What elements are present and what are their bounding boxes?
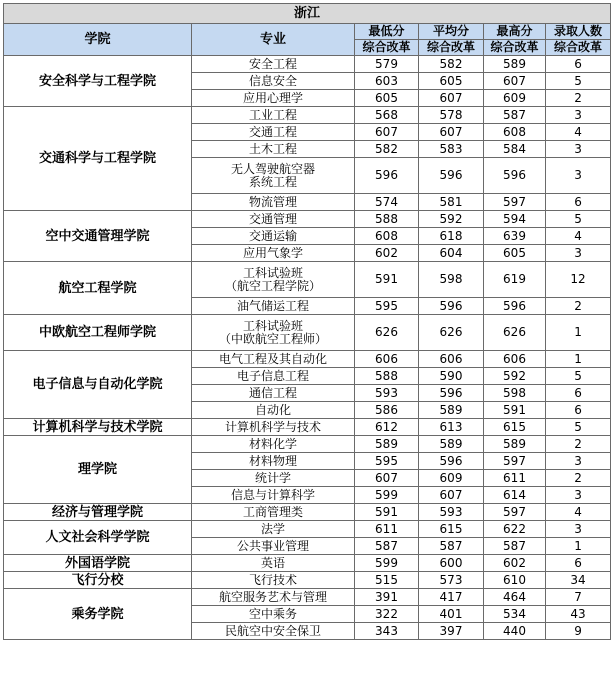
avg-score-cell: 626 [419, 315, 484, 351]
avg-score-cell: 613 [419, 419, 484, 436]
min-score-cell: 568 [355, 107, 419, 124]
max-score-cell: 606 [484, 351, 546, 368]
max-score-cell: 534 [484, 606, 546, 623]
min-score-cell: 626 [355, 315, 419, 351]
admit-count-cell: 3 [546, 487, 611, 504]
major-cell: 空中乘务 [192, 606, 355, 623]
max-score-cell: 626 [484, 315, 546, 351]
admit-count-cell: 9 [546, 623, 611, 640]
admit-count-cell: 4 [546, 124, 611, 141]
min-score-cell: 591 [355, 262, 419, 298]
major-cell: 无人驾驶航空器 系统工程 [192, 158, 355, 194]
max-score-cell: 605 [484, 245, 546, 262]
avg-score-cell: 582 [419, 56, 484, 73]
header-major: 专业 [192, 24, 355, 56]
college-cell: 经济与管理学院 [4, 504, 192, 521]
admit-count-cell: 6 [546, 555, 611, 572]
avg-score-cell: 604 [419, 245, 484, 262]
avg-score-cell: 607 [419, 90, 484, 107]
avg-score-cell: 417 [419, 589, 484, 606]
header-sub-min: 综合改革 [355, 40, 419, 56]
college-cell: 飞行分校 [4, 572, 192, 589]
avg-score-cell: 578 [419, 107, 484, 124]
min-score-cell: 322 [355, 606, 419, 623]
max-score-cell: 619 [484, 262, 546, 298]
table-row [4, 589, 611, 606]
avg-score-cell: 615 [419, 521, 484, 538]
min-score-cell: 608 [355, 228, 419, 245]
min-score-cell: 582 [355, 141, 419, 158]
max-score-cell: 607 [484, 73, 546, 90]
major-cell: 计算机科学与技术 [192, 419, 355, 436]
min-score-cell: 602 [355, 245, 419, 262]
avg-score-cell: 592 [419, 211, 484, 228]
min-score-cell: 607 [355, 124, 419, 141]
min-score-cell: 589 [355, 436, 419, 453]
max-score-cell: 592 [484, 368, 546, 385]
major-cell: 工科试验班 （航空工程学院） [192, 262, 355, 298]
admit-count-cell: 2 [546, 436, 611, 453]
major-cell: 工业工程 [192, 107, 355, 124]
min-score-cell: 599 [355, 487, 419, 504]
major-cell: 应用气象学 [192, 245, 355, 262]
major-cell: 自动化 [192, 402, 355, 419]
avg-score-cell: 583 [419, 141, 484, 158]
max-score-cell: 587 [484, 538, 546, 555]
max-score-cell: 614 [484, 487, 546, 504]
major-cell: 通信工程 [192, 385, 355, 402]
avg-score-cell: 606 [419, 351, 484, 368]
avg-score-cell: 600 [419, 555, 484, 572]
major-cell: 材料物理 [192, 453, 355, 470]
max-score-cell: 584 [484, 141, 546, 158]
avg-score-cell: 607 [419, 124, 484, 141]
major-cell: 交通运输 [192, 228, 355, 245]
min-score-cell: 595 [355, 298, 419, 315]
min-score-cell: 611 [355, 521, 419, 538]
min-score-cell: 588 [355, 368, 419, 385]
avg-score-cell: 589 [419, 436, 484, 453]
min-score-cell: 343 [355, 623, 419, 640]
table-row [4, 262, 611, 298]
major-cell: 信息与计算科学 [192, 487, 355, 504]
admit-count-cell: 34 [546, 572, 611, 589]
table-row [4, 572, 611, 589]
college-cell: 电子信息与自动化学院 [4, 351, 192, 419]
major-cell: 工科试验班 （中欧航空工程师） [192, 315, 355, 351]
college-cell: 安全科学与工程学院 [4, 56, 192, 107]
table-row [4, 436, 611, 453]
major-cell: 电气工程及其自动化 [192, 351, 355, 368]
max-score-cell: 597 [484, 453, 546, 470]
college-cell: 空中交通管理学院 [4, 211, 192, 262]
avg-score-cell: 598 [419, 262, 484, 298]
major-cell: 信息安全 [192, 73, 355, 90]
table-row [4, 211, 611, 228]
max-score-cell: 464 [484, 589, 546, 606]
avg-score-cell: 596 [419, 158, 484, 194]
admit-count-cell: 6 [546, 194, 611, 211]
avg-score-cell: 596 [419, 298, 484, 315]
avg-score-cell: 581 [419, 194, 484, 211]
admit-count-cell: 3 [546, 158, 611, 194]
admit-count-cell: 3 [546, 141, 611, 158]
college-cell: 交通科学与工程学院 [4, 107, 192, 211]
admit-count-cell: 2 [546, 470, 611, 487]
admission-score-table [3, 3, 611, 640]
college-cell: 计算机科学与技术学院 [4, 419, 192, 436]
admit-count-cell: 43 [546, 606, 611, 623]
admit-count-cell: 3 [546, 107, 611, 124]
avg-score-cell: 587 [419, 538, 484, 555]
max-score-cell: 440 [484, 623, 546, 640]
max-score-cell: 622 [484, 521, 546, 538]
table-row [4, 555, 611, 572]
header-sub-avg: 综合改革 [419, 40, 484, 56]
header-sub-max: 综合改革 [484, 40, 546, 56]
province-title: 浙江 [4, 4, 611, 24]
admit-count-cell: 6 [546, 402, 611, 419]
min-score-cell: 579 [355, 56, 419, 73]
major-cell: 英语 [192, 555, 355, 572]
avg-score-cell: 618 [419, 228, 484, 245]
admit-count-cell: 2 [546, 298, 611, 315]
major-cell: 物流管理 [192, 194, 355, 211]
major-cell: 飞行技术 [192, 572, 355, 589]
max-score-cell: 594 [484, 211, 546, 228]
admit-count-cell: 3 [546, 245, 611, 262]
header-count: 录取人数 [546, 24, 611, 40]
min-score-cell: 595 [355, 453, 419, 470]
avg-score-cell: 596 [419, 453, 484, 470]
min-score-cell: 586 [355, 402, 419, 419]
major-cell: 土木工程 [192, 141, 355, 158]
table-body [4, 56, 611, 640]
max-score-cell: 611 [484, 470, 546, 487]
avg-score-cell: 573 [419, 572, 484, 589]
admit-count-cell: 3 [546, 453, 611, 470]
avg-score-cell: 609 [419, 470, 484, 487]
college-cell: 航空工程学院 [4, 262, 192, 315]
college-cell: 人文社会科学学院 [4, 521, 192, 555]
max-score-cell: 608 [484, 124, 546, 141]
table-row [4, 315, 611, 351]
min-score-cell: 599 [355, 555, 419, 572]
admit-count-cell: 4 [546, 228, 611, 245]
admit-count-cell: 2 [546, 90, 611, 107]
table-row [4, 107, 611, 124]
table-row [4, 351, 611, 368]
avg-score-cell: 589 [419, 402, 484, 419]
header-max: 最高分 [484, 24, 546, 40]
admit-count-cell: 5 [546, 211, 611, 228]
admit-count-cell: 12 [546, 262, 611, 298]
max-score-cell: 597 [484, 194, 546, 211]
min-score-cell: 593 [355, 385, 419, 402]
min-score-cell: 607 [355, 470, 419, 487]
avg-score-cell: 590 [419, 368, 484, 385]
table-row [4, 419, 611, 436]
major-cell: 应用心理学 [192, 90, 355, 107]
major-cell: 材料化学 [192, 436, 355, 453]
major-cell: 安全工程 [192, 56, 355, 73]
min-score-cell: 515 [355, 572, 419, 589]
college-cell: 中欧航空工程师学院 [4, 315, 192, 351]
avg-score-cell: 397 [419, 623, 484, 640]
min-score-cell: 612 [355, 419, 419, 436]
header-sub-count: 综合改革 [546, 40, 611, 56]
table-row [4, 56, 611, 73]
major-cell: 工商管理类 [192, 504, 355, 521]
min-score-cell: 591 [355, 504, 419, 521]
max-score-cell: 602 [484, 555, 546, 572]
admit-count-cell: 6 [546, 56, 611, 73]
major-cell: 电子信息工程 [192, 368, 355, 385]
max-score-cell: 639 [484, 228, 546, 245]
max-score-cell: 610 [484, 572, 546, 589]
admit-count-cell: 5 [546, 73, 611, 90]
major-cell: 法学 [192, 521, 355, 538]
max-score-cell: 609 [484, 90, 546, 107]
max-score-cell: 596 [484, 158, 546, 194]
major-cell: 交通管理 [192, 211, 355, 228]
min-score-cell: 596 [355, 158, 419, 194]
max-score-cell: 589 [484, 436, 546, 453]
avg-score-cell: 401 [419, 606, 484, 623]
admit-count-cell: 5 [546, 368, 611, 385]
admit-count-cell: 7 [546, 589, 611, 606]
major-cell: 航空服务艺术与管理 [192, 589, 355, 606]
min-score-cell: 605 [355, 90, 419, 107]
avg-score-cell: 596 [419, 385, 484, 402]
college-cell: 乘务学院 [4, 589, 192, 640]
college-cell: 理学院 [4, 436, 192, 504]
max-score-cell: 587 [484, 107, 546, 124]
min-score-cell: 587 [355, 538, 419, 555]
major-cell: 交通工程 [192, 124, 355, 141]
admit-count-cell: 4 [546, 504, 611, 521]
max-score-cell: 597 [484, 504, 546, 521]
avg-score-cell: 605 [419, 73, 484, 90]
min-score-cell: 391 [355, 589, 419, 606]
college-cell: 外国语学院 [4, 555, 192, 572]
min-score-cell: 588 [355, 211, 419, 228]
major-cell: 统计学 [192, 470, 355, 487]
table-row [4, 521, 611, 538]
max-score-cell: 589 [484, 56, 546, 73]
admit-count-cell: 3 [546, 521, 611, 538]
min-score-cell: 606 [355, 351, 419, 368]
table-row [4, 504, 611, 521]
admit-count-cell: 6 [546, 385, 611, 402]
header-avg: 平均分 [419, 24, 484, 40]
min-score-cell: 574 [355, 194, 419, 211]
admit-count-cell: 5 [546, 419, 611, 436]
avg-score-cell: 593 [419, 504, 484, 521]
admit-count-cell: 1 [546, 538, 611, 555]
min-score-cell: 603 [355, 73, 419, 90]
max-score-cell: 615 [484, 419, 546, 436]
max-score-cell: 598 [484, 385, 546, 402]
admit-count-cell: 1 [546, 351, 611, 368]
major-cell: 民航空中安全保卫 [192, 623, 355, 640]
max-score-cell: 596 [484, 298, 546, 315]
header-min: 最低分 [355, 24, 419, 40]
major-cell: 油气储运工程 [192, 298, 355, 315]
admit-count-cell: 1 [546, 315, 611, 351]
major-cell: 公共事业管理 [192, 538, 355, 555]
max-score-cell: 591 [484, 402, 546, 419]
header-college: 学院 [4, 24, 192, 56]
avg-score-cell: 607 [419, 487, 484, 504]
